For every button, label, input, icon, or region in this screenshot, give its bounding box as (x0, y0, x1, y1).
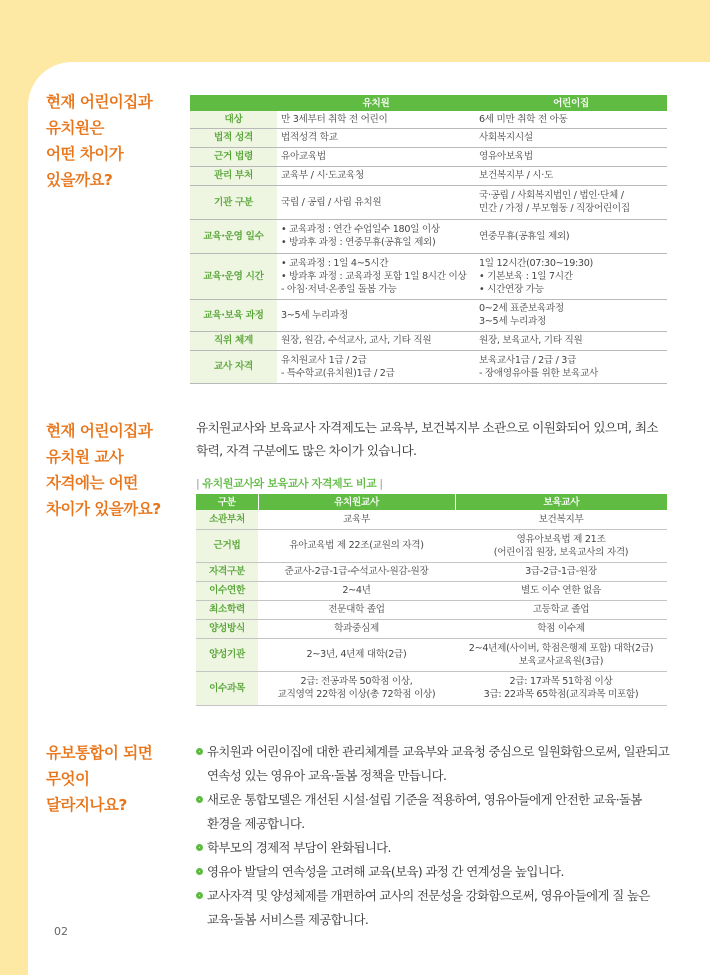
table-row (196, 562, 667, 581)
heading-line: 자격에는 어떤 (46, 474, 138, 492)
heading-line: 무엇이 (46, 770, 90, 788)
kinder-cell: 2~3년, 4년제 대학(2급) (258, 638, 455, 671)
table-row (190, 253, 667, 299)
table-row (190, 147, 667, 166)
intro-line: 유치원교사와 보육교사 자격제도는 교육부, 보건복지부 소관으로 이원화되어 있으며, 최소 (196, 420, 658, 435)
table-row (190, 350, 667, 383)
kinder-cell: 만 3세부터 취학 전 어린이 (277, 111, 475, 128)
kinder-cell: 교육부 / 시·도교육청 (277, 166, 475, 185)
daycare-cell: 사회복지시설 (475, 128, 667, 147)
bullet-icon (196, 892, 203, 899)
row-label: 법적 성격 (190, 128, 277, 147)
table-row (190, 128, 667, 147)
bullet-icon (196, 796, 203, 803)
header-daycare-teacher: 보육교사 (455, 494, 667, 510)
heading-line: 유치원 교사 (46, 448, 124, 466)
row-label: 소관부처 (196, 510, 258, 529)
table-row (190, 331, 667, 350)
heading-line: 어떤 차이가 (46, 145, 124, 163)
table-caption: | 유치원교사와 보육교사 자격제도 비교 | (196, 477, 383, 490)
list-item: 영유아 발달의 연속성을 고려해 교육(보육) 과정 간 연계성을 높입니다. (196, 860, 676, 884)
table-row (190, 185, 667, 219)
kinder-cell: 준교사-2급-1급-수석교사-원감-원장 (258, 562, 455, 581)
row-label: 직위 체계 (190, 331, 277, 350)
kinder-cell: 유아교육법 (277, 147, 475, 166)
row-label: 교육·운영 시간 (190, 253, 277, 299)
kinder-daycare-comparison-table (190, 95, 667, 384)
bullet-icon (196, 868, 203, 875)
section1-heading (46, 89, 152, 193)
kinder-cell: • 교육과정 : 연간 수업일수 180일 이상 • 방과후 과정 : 연중무휴(공휴일 제외) (277, 219, 475, 253)
kinder-cell: 교육부 (258, 510, 455, 529)
table-row (196, 619, 667, 638)
heading-line: 유보통합이 되면 (46, 744, 153, 762)
heading-line: 유치원은 (46, 119, 104, 137)
heading-line: 달라지나요? (46, 796, 127, 814)
daycare-cell: 보건복지부 / 시·도 (475, 166, 667, 185)
row-label: 대상 (190, 111, 277, 128)
row-label: 자격구분 (196, 562, 258, 581)
header-blank (190, 95, 277, 111)
heading-line: 현재 어린이집과 (46, 422, 153, 440)
row-label: 이수연한 (196, 581, 258, 600)
row-label: 교육·보육 과정 (190, 299, 277, 331)
row-label: 이수과목 (196, 671, 258, 705)
row-label: 양성방식 (196, 619, 258, 638)
table-row (196, 638, 667, 671)
section2-heading (46, 418, 161, 522)
row-label: 양성기관 (196, 638, 258, 671)
kinder-cell: 2급: 전공과목 50학점 이상, 교직영역 22학점 이상(총 72학점 이상) (258, 671, 455, 705)
row-label: 교사 자격 (190, 350, 277, 383)
teacher-qualification-table (196, 494, 667, 706)
kinder-cell: 학과중심제 (258, 619, 455, 638)
header-kinder-teacher: 유치원교사 (258, 494, 455, 510)
bullet-icon (196, 844, 203, 851)
heading-line: 있을까요? (46, 171, 113, 189)
daycare-cell: 2~4년제(사이버, 학점은행제 포함) 대학(2급) 보육교사교육원(3급) (455, 638, 667, 671)
header-daycare: 어린이집 (475, 95, 667, 111)
kinder-cell: 전문대학 졸업 (258, 600, 455, 619)
row-label: 최소학력 (196, 600, 258, 619)
top-band (0, 0, 710, 60)
row-label: 기관 구분 (190, 185, 277, 219)
header-kindergarten: 유치원 (277, 95, 475, 111)
table-row (190, 166, 667, 185)
table-row (190, 299, 667, 331)
table-row (196, 529, 667, 562)
table-row (196, 510, 667, 529)
kinder-cell: • 교육과정 : 1일 4~5시간 • 방과후 과정 : 교육과정 포함 1일 8시간 이상 - 아침·저녁·온종일 돌봄 가능 (277, 253, 475, 299)
kinder-cell: 국립 / 공립 / 사립 유치원 (277, 185, 475, 219)
table-header-row (196, 494, 667, 510)
list-item: 교사자격 및 양성체제를 개편하여 교사의 전문성을 강화함으로써, 영유아들에게 질 높은 교육·돌봄 서비스를 제공합니다. (196, 884, 676, 932)
kinder-cell: 법적성격 학교 (277, 128, 475, 147)
daycare-cell: 2급: 17과목 51학점 이상 3급: 22과목 65학점(교직과목 미포함) (455, 671, 667, 705)
intro-line: 학력, 자격 구분에도 많은 차이가 있습니다. (196, 443, 417, 458)
list-item: 새로운 통합모델은 개선된 시설·설립 기준을 적용하여, 영유아들에게 안전한 교육·돌봄 환경을 제공합니다. (196, 788, 676, 836)
kinder-cell: 유치원교사 1급 / 2급 - 특수학교(유치원)1급 / 2급 (277, 350, 475, 383)
row-label: 근거 법령 (190, 147, 277, 166)
daycare-cell: 별도 이수 연한 없음 (455, 581, 667, 600)
table-row (196, 581, 667, 600)
row-label: 관리 부처 (190, 166, 277, 185)
changes-list (196, 740, 676, 932)
row-label: 근거법 (196, 529, 258, 562)
table-row (190, 111, 667, 128)
daycare-cell: 국·공립 / 사회복지법인 / 법인·단체 / 민간 / 가정 / 부모협동 / 직장어린이집 (475, 185, 667, 219)
table-header-row (190, 95, 667, 111)
section2-intro (196, 416, 674, 462)
kinder-cell: 3~5세 누리과정 (277, 299, 475, 331)
list-item: 학부모의 경제적 부담이 완화됩니다. (196, 836, 676, 860)
heading-line: 차이가 있을까요? (46, 500, 161, 518)
table-row (196, 671, 667, 705)
heading-line: 현재 어린이집과 (46, 93, 153, 111)
daycare-cell: 3급-2급-1급-원장 (455, 562, 667, 581)
table-row (196, 600, 667, 619)
kinder-cell: 유아교육법 제 22조(교원의 자격) (258, 529, 455, 562)
caption-text: 유치원교사와 보육교사 자격제도 비교 (202, 477, 377, 490)
daycare-cell: 6세 미만 취학 전 아동 (475, 111, 667, 128)
daycare-cell: 영유아보육법 (475, 147, 667, 166)
page-number: 02 (54, 925, 68, 938)
daycare-cell: 보건복지부 (455, 510, 667, 529)
daycare-cell: 1일 12시간(07:30~19:30) • 기본보육 : 1일 7시간 • 시간연장 가능 (475, 253, 667, 299)
daycare-cell: 학점 이수제 (455, 619, 667, 638)
daycare-cell: 0~2세 표준보육과정 3~5세 누리과정 (475, 299, 667, 331)
daycare-cell: 보육교사1급 / 2급 / 3급 - 장애영유아를 위한 보육교사 (475, 350, 667, 383)
table-row (190, 219, 667, 253)
kinder-cell: 원장, 원감, 수석교사, 교사, 기타 직원 (277, 331, 475, 350)
daycare-cell: 고등학교 졸업 (455, 600, 667, 619)
daycare-cell: 원장, 보육교사, 기타 직원 (475, 331, 667, 350)
header-category: 구분 (196, 494, 258, 510)
section3-heading (46, 740, 152, 818)
list-item: 유치원과 어린이집에 대한 관리체계를 교육부와 교육청 중심으로 일원화함으로써, 일관되고 연속성 있는 영유아 교육·돌봄 정책을 만듭니다. (196, 740, 676, 788)
kinder-cell: 2~4년 (258, 581, 455, 600)
row-label: 교육·운영 일수 (190, 219, 277, 253)
bullet-icon (196, 748, 203, 755)
daycare-cell: 영유아보육법 제 21조 (어린이집 원장, 보육교사의 자격) (455, 529, 667, 562)
daycare-cell: 연중무휴(공휴일 제외) (475, 219, 667, 253)
